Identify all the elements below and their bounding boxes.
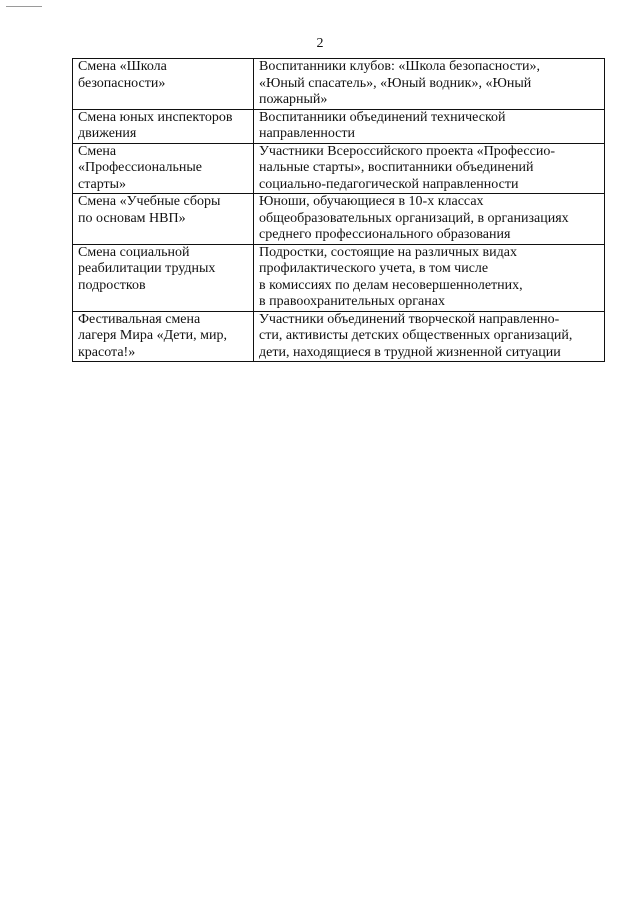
- table-row: [73, 59, 605, 110]
- shift-name-line: Смена: [78, 143, 117, 159]
- participants-line: Подростки, состоящие на различных видах: [259, 244, 517, 260]
- shift-name-cell: [73, 59, 254, 110]
- participants-line: в правоохранительных органах: [259, 294, 445, 309]
- participants-cell: [254, 109, 605, 143]
- table-row: [73, 311, 605, 362]
- shift-name-line: «Профессиональные: [78, 160, 202, 175]
- shift-name-line: Смена «Учебные сборы: [78, 194, 221, 209]
- shift-name-line: безопасности»: [78, 75, 166, 91]
- participants-cell: [254, 143, 605, 194]
- participants-line: в комиссиях по делам несовершеннолетних,: [259, 277, 523, 293]
- participants-line: нальные старты», воспитанники объединений: [259, 160, 534, 175]
- participants-line: пожарный»: [259, 92, 328, 107]
- shift-name-line: движения: [78, 126, 137, 141]
- shift-name-line: красота!»: [78, 344, 136, 360]
- shift-name-line: лагеря Мира «Дети, мир,: [78, 328, 227, 343]
- shift-name-cell: [73, 194, 254, 245]
- shift-name-line: подростков: [78, 277, 146, 293]
- shift-name-cell: [73, 109, 254, 143]
- table-row: [73, 143, 605, 194]
- shift-name-line: Смена юных инспекторов: [78, 109, 233, 125]
- scan-edge-mark: [6, 6, 42, 7]
- participants-line: Воспитанники клубов: «Школа безопасности»,: [259, 59, 540, 74]
- table-row: [73, 194, 605, 245]
- participants-line: сти, активисты детских общественных организаций,: [259, 328, 573, 343]
- participants-line: дети, находящиеся в трудной жизненной ситуации: [259, 344, 561, 360]
- page-number: 2: [316, 36, 324, 51]
- participants-line: Воспитанники объединений технической: [259, 109, 506, 125]
- shift-name-cell: [73, 143, 254, 194]
- participants-cell: [254, 194, 605, 245]
- shift-name-line: Смена «Школа: [78, 59, 167, 74]
- participants-line: Участники Всероссийского проекта «Профессио-: [259, 143, 555, 159]
- participants-line: «Юный спасатель», «Юный водник», «Юный: [259, 75, 532, 91]
- participants-line: общеобразовательных организаций, в организациях: [259, 210, 569, 226]
- table-row: [73, 244, 605, 311]
- participants-line: направленности: [259, 126, 356, 141]
- shift-name-line: реабилитации трудных: [78, 261, 216, 276]
- camp-shifts-table: [72, 58, 605, 362]
- participants-cell: [254, 311, 605, 362]
- shift-name-line: Фестивальная смена: [78, 311, 201, 327]
- shift-name-line: по основам НВП»: [78, 210, 186, 226]
- participants-line: социально-педагогической направленности: [259, 176, 519, 192]
- participants-line: Юноши, обучающиеся в 10-х классах: [259, 194, 484, 209]
- shift-name-line: старты»: [78, 176, 127, 192]
- participants-line: среднего профессионального образования: [259, 227, 511, 242]
- shift-name-cell: [73, 311, 254, 362]
- participants-line: Участники объединений творческой направленно-: [259, 311, 560, 327]
- participants-line: профилактического учета, в том числе: [259, 261, 489, 276]
- shift-name-line: Смена социальной: [78, 244, 190, 260]
- participants-cell: [254, 244, 605, 311]
- table-row: [73, 109, 605, 143]
- participants-cell: [254, 59, 605, 110]
- shift-name-cell: [73, 244, 254, 311]
